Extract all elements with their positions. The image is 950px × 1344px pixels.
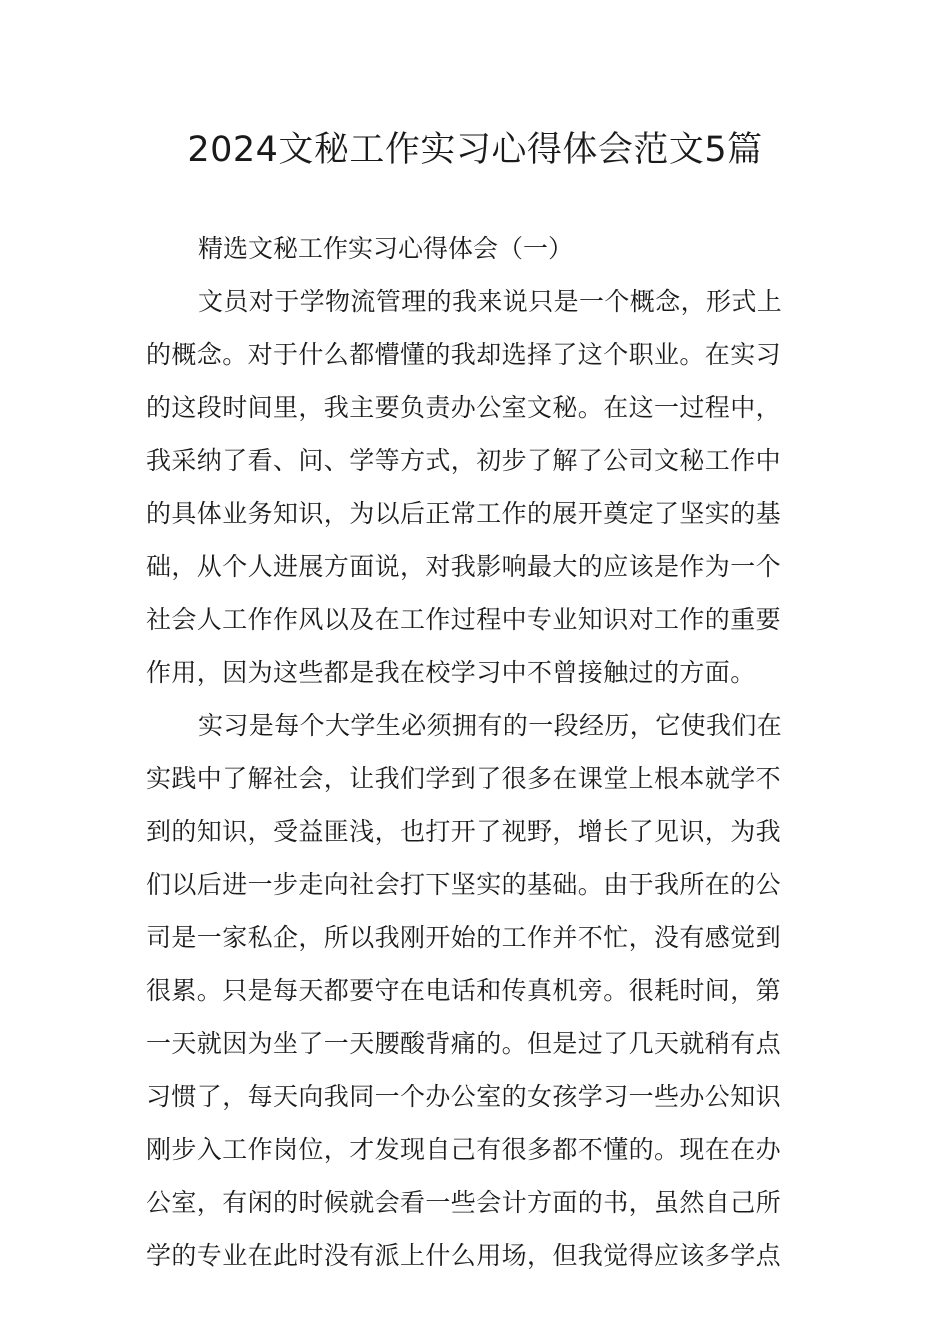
paragraph-line: 础，从个人进展方面说，对我影响最大的应该是作为一个 — [146, 552, 782, 581]
paragraph-line: 公室，有闲的时候就会看一些会计方面的书，虽然自己所 — [146, 1188, 782, 1217]
paragraph-line: 实践中了解社会，让我们学到了很多在课堂上根本就学不 — [146, 764, 782, 793]
paragraph-line: 作用，因为这些都是我在校学习中不曾接触过的方面。 — [146, 658, 756, 687]
paragraph-line: 的概念。对于什么都懵懂的我却选择了这个职业。在实习 — [146, 340, 782, 369]
paragraph-line: 很累。只是每天都要守在电话和传真机旁。很耗时间，第 — [146, 976, 782, 1005]
paragraph-line: 司是一家私企，所以我刚开始的工作并不忙，没有感觉到 — [146, 923, 782, 952]
paragraph-line: 实习是每个大学生必须拥有的一段经历，它使我们在 — [198, 711, 783, 740]
paragraph-line: 文员对于学物流管理的我来说只是一个概念，形式上 — [198, 287, 783, 316]
paragraph-2 — [146, 699, 806, 1282]
document-title: 2024文秘工作实习心得体会范文5篇 — [187, 130, 763, 170]
paragraph-line: 社会人工作作风以及在工作过程中专业知识对工作的重要 — [146, 605, 782, 634]
paragraph-line: 的具体业务知识，为以后正常工作的展开奠定了坚实的基 — [146, 499, 782, 528]
paragraph-line: 刚步入工作岗位，才发现自己有很多都不懂的。现在在办 — [146, 1135, 782, 1164]
paragraph-line: 们以后进一步走向社会打下坚实的基础。由于我所在的公 — [146, 870, 782, 899]
paragraph-line: 的这段时间里，我主要负责办公室文秘。在这一过程中， — [146, 393, 782, 422]
paragraph-line: 学的专业在此时没有派上什么用场，但我觉得应该多学点 — [146, 1241, 782, 1270]
document-body — [146, 222, 806, 1282]
paragraph-line: 习惯了，每天向我同一个办公室的女孩学习一些办公知识 — [146, 1082, 782, 1111]
paragraph-line: 一天就因为坐了一天腰酸背痛的。但是过了几天就稍有点 — [146, 1029, 782, 1058]
paragraph-1 — [146, 275, 806, 699]
paragraph-line: 我采纳了看、问、学等方式，初步了解了公司文秘工作中 — [146, 446, 782, 475]
section-heading: 精选文秘工作实习心得体会（一） — [198, 234, 574, 263]
paragraph-line: 到的知识，受益匪浅，也打开了视野，增长了见识，为我 — [146, 817, 782, 846]
